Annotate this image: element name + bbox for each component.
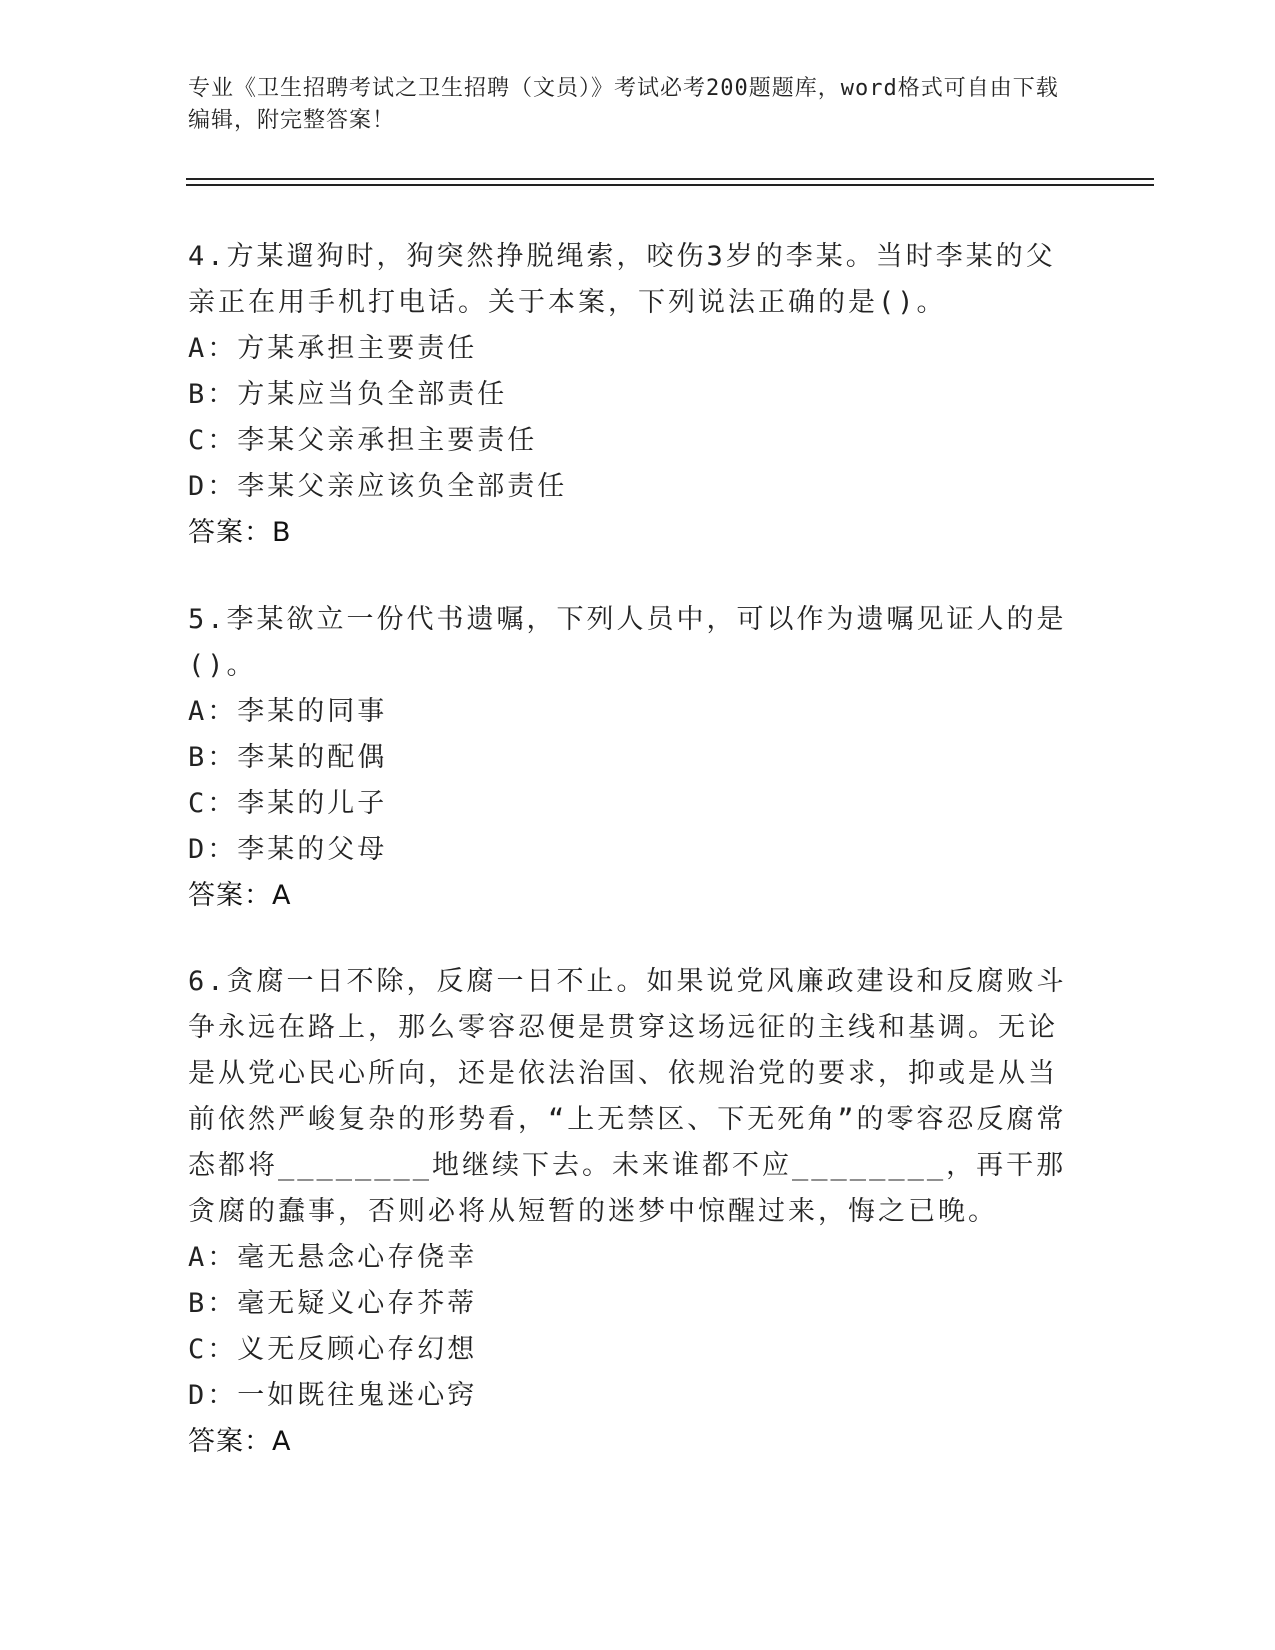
answer-label: 答案：A	[188, 1426, 292, 1457]
header-divider-bottom	[186, 184, 1154, 186]
question-stem: 5.李某欲立一份代书遗嘱，下列人员中，可以作为遗嘱见证人的是()。	[188, 604, 1067, 681]
question-stem: 4.方某遛狗时，狗突然挣脱绳索，咬伤3岁的李某。当时李某的父亲正在用手机打电话。关于本案，下列说法正确的是()。	[188, 241, 1056, 318]
option-b: B：方某应当负全部责任	[188, 379, 508, 410]
option-d: D：李某父亲应该负全部责任	[188, 471, 568, 502]
option-b: B：李某的配偶	[188, 742, 388, 773]
answer-label: 答案：A	[188, 880, 292, 911]
option-b: B：毫无疑义心存芥蒂	[188, 1288, 478, 1319]
option-a: A：毫无悬念心存侥幸	[188, 1242, 478, 1273]
option-a: A：李某的同事	[188, 696, 388, 727]
option-d: D：一如既往鬼迷心窍	[188, 1380, 478, 1411]
question-stem: 6.贪腐一日不除，反腐一日不止。如果说党风廉政建设和反腐败斗争永远在路上，那么零容忍便是贯穿这场远征的主线和基调。无论是从党心民心所向，还是依法治国、依规治党的要求，抑或是从当前依然严峻复杂的形势看，“上无禁区、下无死角”的零容忍反腐常态都将________地继续下去。未来谁都不应________，再干那贪腐的蠢事，否则必将从短暂的迷梦中惊醒过来，悔之已晚。	[188, 966, 1067, 1227]
option-c: C：义无反顾心存幻想	[188, 1334, 478, 1365]
answer-label: 答案：B	[188, 517, 292, 548]
option-c: C：李某的儿子	[188, 788, 388, 819]
header-divider-top	[186, 178, 1154, 180]
option-a: A：方某承担主要责任	[188, 333, 478, 364]
option-c: C：李某父亲承担主要责任	[188, 425, 538, 456]
option-d: D：李某的父母	[188, 834, 388, 865]
document-header: 专业《卫生招聘考试之卫生招聘（文员）》考试必考200题题库，word格式可自由下载编辑，附完整答案！	[188, 76, 1059, 133]
question-5	[188, 597, 1068, 919]
question-4	[188, 234, 1068, 556]
question-6	[188, 959, 1068, 1465]
